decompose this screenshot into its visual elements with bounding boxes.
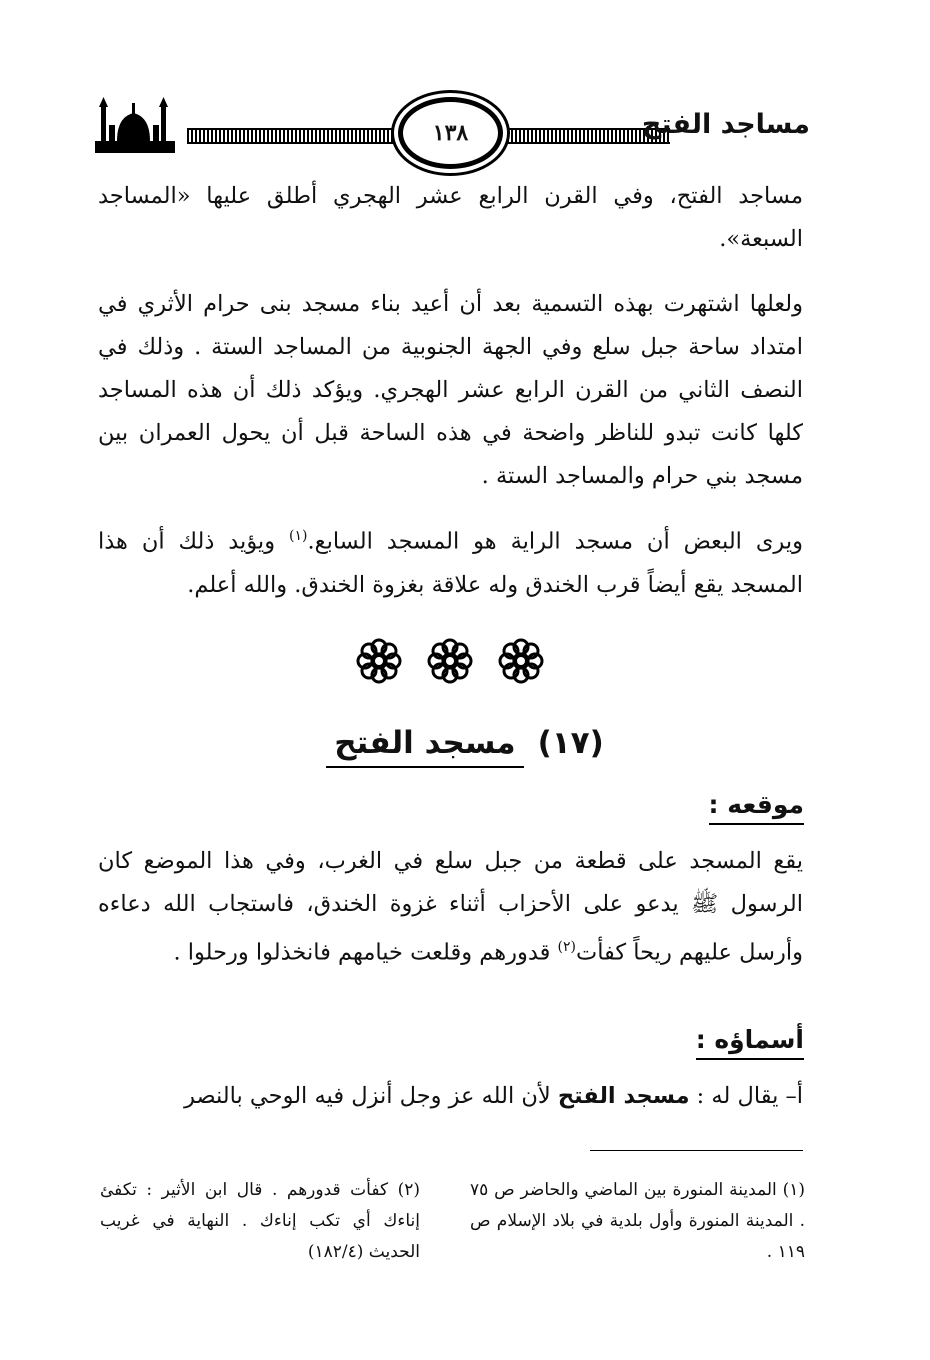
section-heading <box>270 725 660 785</box>
page-number: ١٣٨ <box>398 97 503 169</box>
footnote-ref-1: (١) <box>288 528 308 544</box>
subheading-location <box>709 790 805 819</box>
section-number: (١٧) <box>537 725 604 761</box>
paragraph-5-text-b: لأن الله عز وجل أنزل فيه الوحي بالنصر <box>184 1083 558 1109</box>
flower-ornament-icon <box>355 637 403 685</box>
footnote-separator <box>590 1150 803 1151</box>
paragraph-2: ولعلها اشتهرت بهذه التسمية بعد أن أعيد بناء مسجد بنى حرام الأثري في امتداد ساحة جبل سلع وفي الجهة الجنوبية من المساجد الستة . وذلك في النصف الثاني من القرن الرابع عشر الهجري. ويؤكد ذلك أن هذه المساجد كلها كانت تبدو للناظر واضحة في هذه الساحة قبل أن يحول العمران بين مسجد بني حرام والمساجد الستة . <box>98 291 803 489</box>
running-header-title: مساجد الفتح <box>641 109 810 140</box>
footnote-2: (٢) كفأت قدورهم . قال ابن الأثير : تكفئ إناءك أي تكب إناءك . النهاية في غريب الحديث (١٨٢/٤) <box>100 1180 420 1262</box>
paragraph-4-text-b: قدورهم وقلعت خيامهم فانخذلوا ورحلوا . <box>173 939 558 966</box>
flower-ornament-icon <box>426 637 474 685</box>
paragraph-5-bold: مسجد الفتح <box>557 1083 690 1109</box>
section-divider <box>355 633 545 688</box>
flower-ornament-icon <box>497 637 545 685</box>
paragraph-3 <box>98 515 803 607</box>
paragraph-5-text-a: أ– يقال له : <box>689 1083 803 1109</box>
subheading-location-text: موقعه : <box>709 790 805 825</box>
paragraph-5 <box>98 1075 803 1118</box>
page-header <box>95 95 810 170</box>
mosque-icon <box>95 95 175 155</box>
paragraph-4-text-a: يقع المسجد على قطعة من جبل سلع في الغرب، وفي هذا الموضع كان الرسول ﷺ يدعو على الأحزاب أثناء غزوة الخندق، فاستجاب الله دعاءه وأرسل عليهم ريحاً كفأت <box>98 848 803 966</box>
section-title: مسجد الفتح <box>326 725 523 768</box>
paragraph-1: مساجد الفتح، وفي القرن الرابع عشر الهجري أطلق عليها «المساجد السبعة». <box>98 183 803 252</box>
footnote-ref-2: (٢) <box>557 939 577 955</box>
paragraph-4 <box>98 840 803 975</box>
subheading-names <box>696 1025 804 1054</box>
subheading-names-text: أسماؤه : <box>696 1025 804 1060</box>
footnote-1: (١) المدينة المنورة بين الماضي والحاضر ص ٧٥ . المدينة المنورة وأول بلدية في بلاد الإسلام ص ١١٩ . <box>470 1180 805 1262</box>
paragraph-3-text-b: ويؤيد ذلك أن هذا المسجد يقع أيضاً قرب الخندق وله علاقة بغزوة الخندق. والله أعلم. <box>98 528 803 598</box>
paragraph-3-text-a: ويرى البعض أن مسجد الراية هو المسجد السابع. <box>307 528 803 555</box>
